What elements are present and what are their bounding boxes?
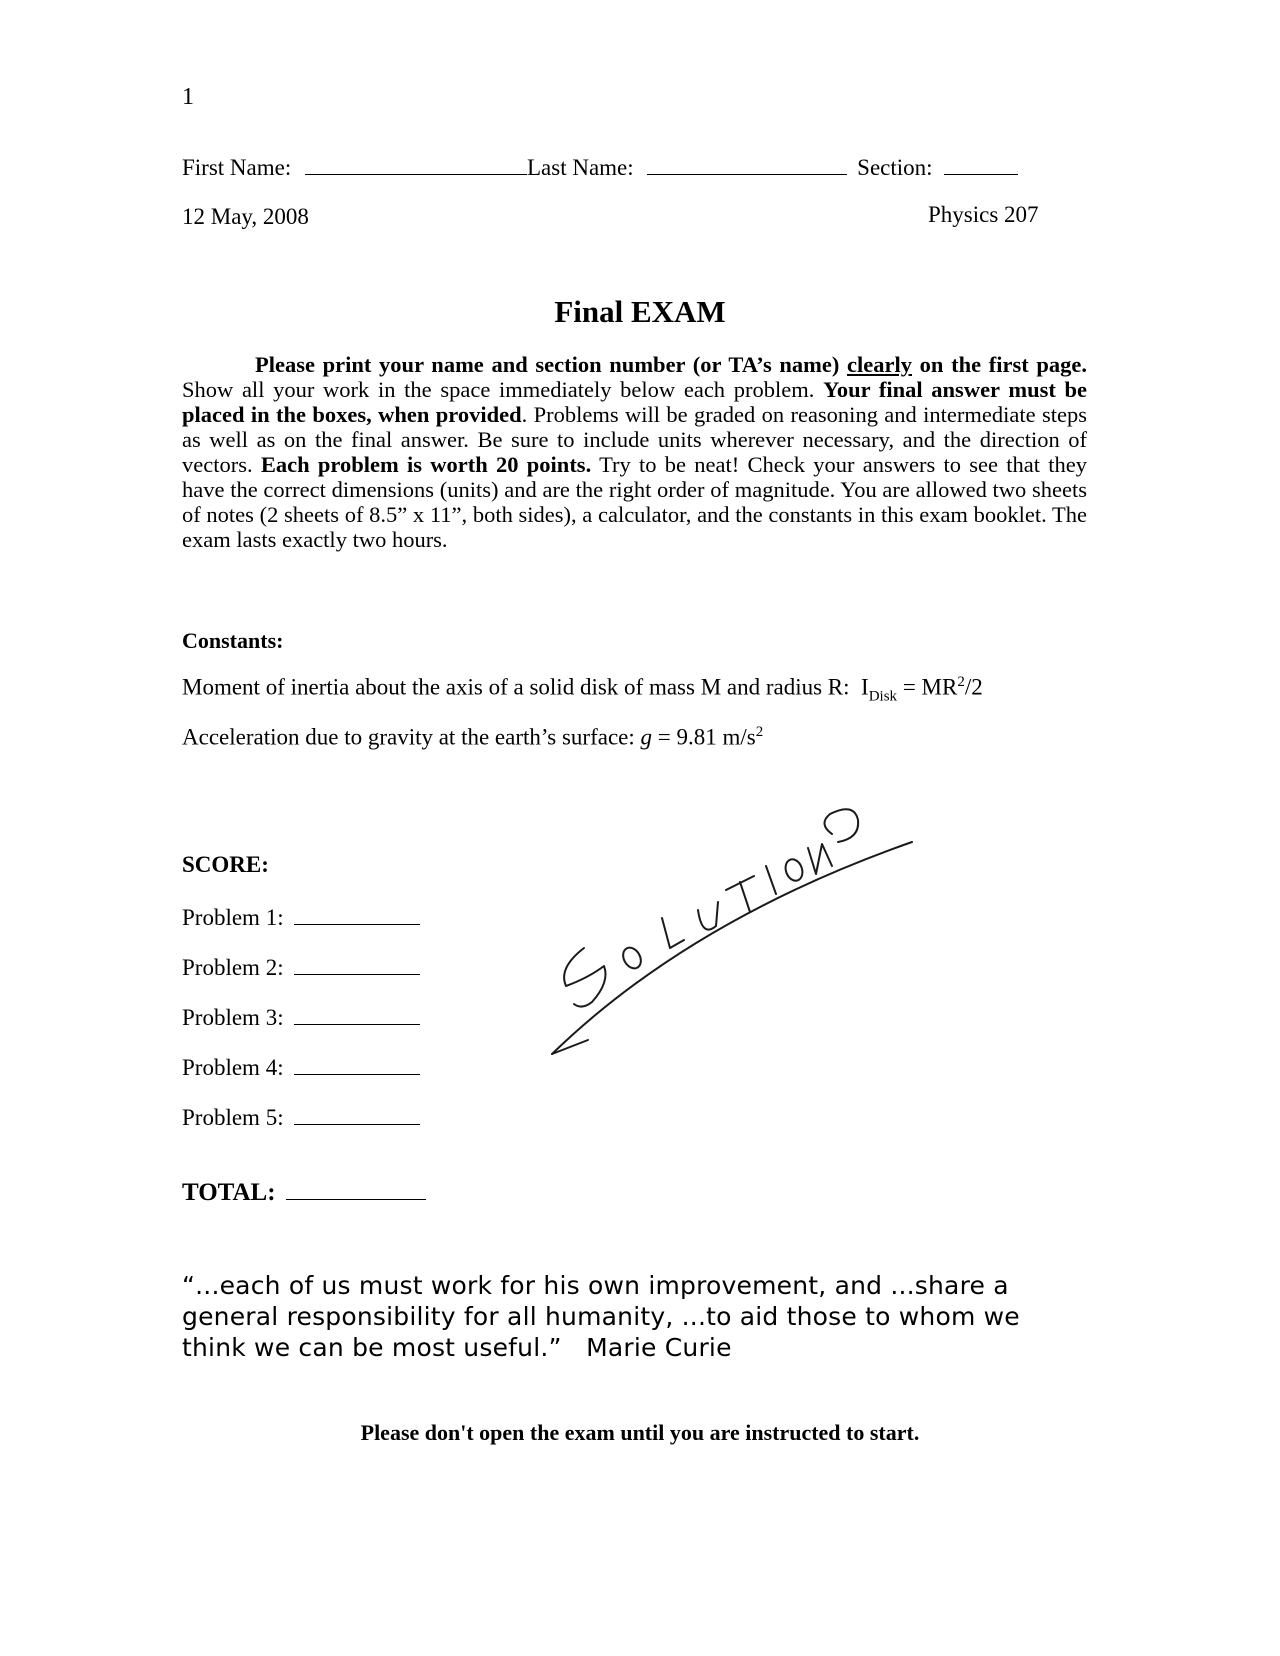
first-name-field[interactable] <box>305 152 527 175</box>
instruction-show-work: Show all your work in the space immediately below each problem. <box>182 377 815 402</box>
stamp-letter-s2 <box>824 809 858 842</box>
first-name-label: First Name: <box>182 155 292 180</box>
score-row <box>182 952 420 981</box>
last-name-field[interactable] <box>647 152 847 175</box>
stamp-underline-stroke <box>552 842 912 1054</box>
last-name-label: Last Name: <box>527 155 634 180</box>
gravity-symbol: g <box>640 724 653 750</box>
page-title: Final EXAM <box>554 294 726 329</box>
problem-3-label: Problem 3: <box>182 1005 284 1030</box>
quote-text: “...each of us must work for his own improvement, and ...share a general responsibility for all humanity, ...to aid those to whom we think we can be most useful.” <box>182 1271 1020 1362</box>
instructions-paragraph <box>182 352 1087 552</box>
problem-4-label: Problem 4: <box>182 1055 284 1080</box>
quote-author: Marie Curie <box>586 1333 732 1362</box>
instruction-final-answer: Your final answer must be placed in the boxes, when provided <box>182 377 1088 427</box>
inertia-symbol: I <box>861 674 869 700</box>
inertia-text: Moment of inertia about the axis of a solid disk of mass M and radius R: <box>182 674 850 700</box>
problem-5-score-field[interactable] <box>294 1102 420 1125</box>
instruction-clearly: clearly <box>847 352 912 377</box>
score-row <box>182 902 420 931</box>
inertia-superscript: 2 <box>957 674 965 690</box>
score-row <box>182 1052 420 1081</box>
footer-notice: Please don't open the exam until you are instructed to start. <box>360 1420 920 1445</box>
total-row <box>182 1177 426 1207</box>
instruction-print-name: Please print your name and section number (or TA’s name) <box>255 352 840 377</box>
stamp-letter-o2 <box>783 857 806 883</box>
problem-1-score-field[interactable] <box>294 902 420 925</box>
exam-date: 12 May, 2008 <box>182 204 309 229</box>
problem-4-score-field[interactable] <box>294 1052 420 1075</box>
gravity-equation: = 9.81 m/s <box>652 724 756 750</box>
score-row <box>182 1102 420 1131</box>
page-number: 1 <box>182 84 194 110</box>
problem-5-label: Problem 5: <box>182 1105 284 1130</box>
gravity-text: Acceleration due to gravity at the earth’s surface: <box>182 724 635 750</box>
student-info-row <box>182 152 1018 181</box>
stamp-letter-t <box>726 876 754 912</box>
handwritten-solutions-stamp <box>540 790 930 1060</box>
stamp-letter-n <box>808 844 832 874</box>
inertia-subscript: Disk <box>868 688 898 705</box>
quote <box>182 1270 1082 1363</box>
stamp-letter-l <box>662 918 684 948</box>
gravity-superscript: 2 <box>755 724 764 740</box>
score-row <box>182 1002 420 1031</box>
section-label: Section: <box>857 155 933 180</box>
inertia-tail: /2 <box>964 674 983 700</box>
problem-2-score-field[interactable] <box>294 952 420 975</box>
total-score-field[interactable] <box>286 1177 426 1200</box>
instruction-rules: Try to be neat! Check your answers to see that they have the correct dimensions (units) and are the right order of magnitude. You are allowed two sheets of notes (2 sheets of 8.5” x 11”, both sides), a calculator, and the constants in this exam booklet. The exam lasts exactly two hours. <box>182 452 1088 552</box>
instruction-first-page: on the first page. <box>919 352 1088 377</box>
inertia-equation: = MR <box>897 674 958 700</box>
section-field[interactable] <box>944 152 1018 175</box>
stamp-letter-u <box>698 902 718 930</box>
stamp-letter-o <box>620 944 645 971</box>
problem-2-label: Problem 2: <box>182 955 284 980</box>
course-name: Physics 207 <box>928 202 1039 227</box>
stamp-letter-s <box>564 948 605 1007</box>
problem-3-score-field[interactable] <box>294 1002 420 1025</box>
instruction-grading: . Problems will be graded on reasoning and intermediate steps as well as on the final answer. Be sure to include units wherever necessary, and the direction of vectors. <box>182 402 1087 477</box>
stamp-underline-tail <box>552 1040 588 1054</box>
constants-heading: Constants: <box>182 628 284 653</box>
problem-1-label: Problem 1: <box>182 905 284 930</box>
total-label: TOTAL: <box>182 1179 276 1206</box>
stamp-letter-i <box>766 866 776 894</box>
instruction-points: Each problem is worth 20 points. <box>260 452 592 477</box>
score-heading: SCORE: <box>182 852 269 877</box>
constant-gravity <box>182 724 763 751</box>
constant-inertia <box>182 674 983 705</box>
